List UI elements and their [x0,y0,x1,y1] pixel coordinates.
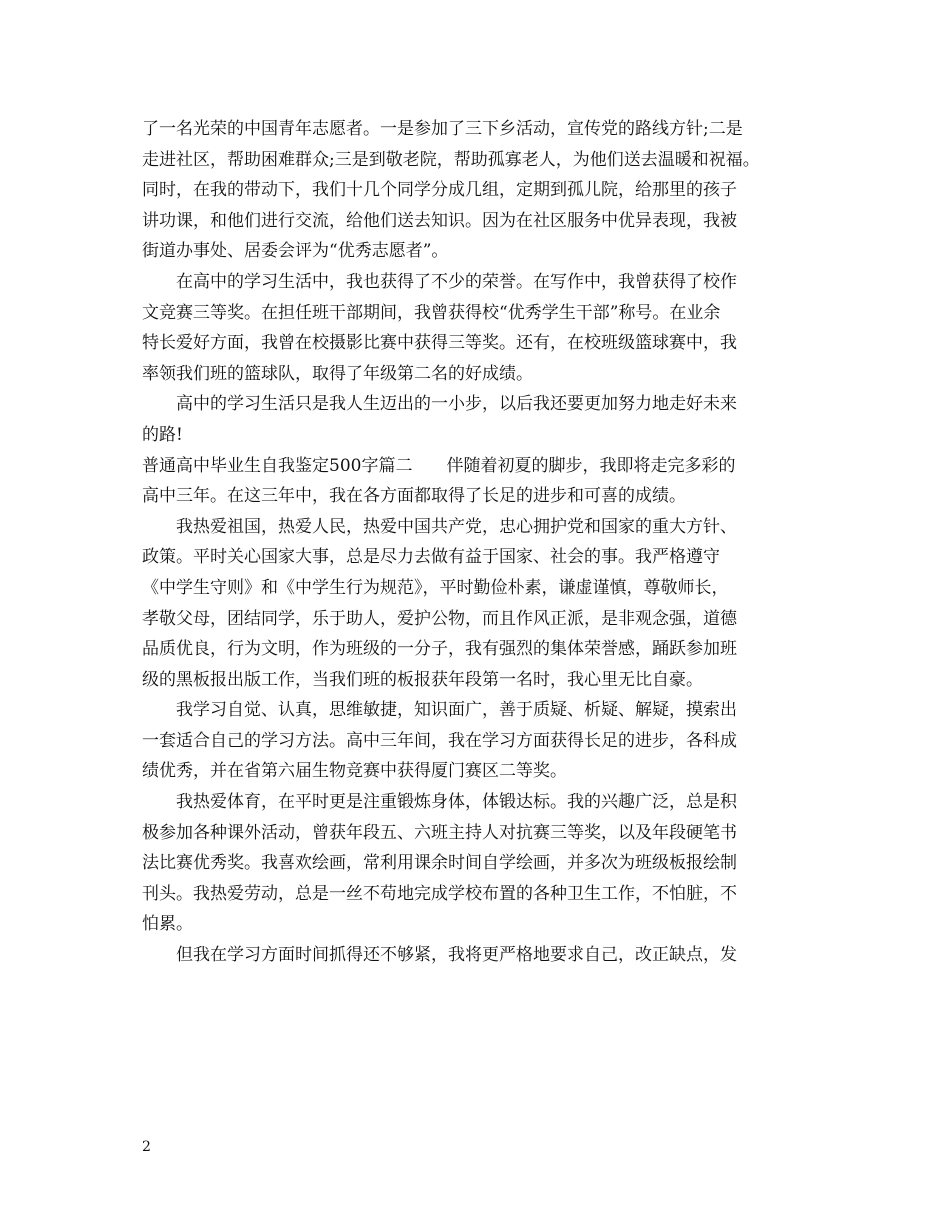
text-line: 高中三年。在这三年中，我在各方面都取得了长足的进步和可喜的成绩。 [142,486,686,507]
text-line: 率领我们班的篮球队，取得了年级第二名的好成绩。 [142,363,533,384]
paragraph-start-line: 我热爱体育，在平时更是注重锻炼身体，体锻达标。我的兴趣广泛，总是积 [176,792,737,813]
document-body [142,114,814,971]
text-line: 特长爱好方面，我曾在校摄影比赛中获得三等奖。还有，在校班级篮球赛中，我 [142,333,737,354]
text-line: 的路! [142,424,183,445]
text-line: 同时，在我的带动下，我们十几个同学分成几组，定期到孤儿院，给那里的孩子 [142,180,737,201]
text-line: 政策。平时关心国家大事，总是尽力去做有益于国家、社会的事。我严格遵守 [142,547,720,568]
text-line: 极参加各种课外活动，曾获年段五、六班主持人对抗赛三等奖，以及年段硬笔书 [142,822,737,843]
text-line: 孝敬父母，团结同学，乐于助人，爱护公物，而且作风正派，是非观念强，道德 [142,608,737,629]
text-line: 刊头。我热爱劳动，总是一丝不苟地完成学校布置的各种卫生工作，不怕脏，不 [142,883,737,904]
paragraph-start-line: 我热爱祖国，热爱人民，热爱中国共产党，忠心拥护党和国家的重大方针、 [176,516,737,537]
paragraph-start-line: 但我在学习方面时间抓得还不够紧，我将更严格地要求自己，改正缺点，发 [176,945,737,966]
text-line: 品质优良，行为文明，作为班级的一分子，我有强烈的集体荣誉感，踊跃参加班 [142,639,737,660]
page-number: 2 [142,1139,151,1155]
text-line: 文竞赛三等奖。在担任班干部期间，我曾获得校“优秀学生干部”称号。在业余 [142,302,721,323]
paragraph-start-line: 高中的学习生活只是我人生迈出的一小步，以后我还要更加努力地走好未来 [176,394,737,415]
text-line: 级的黑板报出版工作，当我们班的板报获年段第一名时，我心里无比自豪。 [142,669,703,690]
text-line: 法比赛优秀奖。我喜欢绘画，常利用课余时间自学绘画，并多次为班级板报绘制 [142,853,737,874]
text-line: 了一名光荣的中国青年志愿者。一是参加了三下乡活动，宣传党的路线方针;二是 [142,119,743,139]
paragraph-start-line: 我学习自觉、认真，思维敏捷，知识面广，善于质疑、析疑、解疑，摸索出 [176,700,737,721]
text-line: 《中学生守则》和《中学生行为规范》，平时勤俭朴素，谦虚谨慎，尊敬师长， [142,577,729,598]
text-line: 怕累。 [142,914,193,935]
section-heading-line: 普通高中毕业生自我鉴定500字篇二 伴随着初夏的脚步，我即将走完多彩的 [142,455,736,476]
text-line: 讲功课，和他们进行交流，给他们送去知识。因为在社区服务中优异表现，我被 [142,210,737,231]
text-line: 一套适合自己的学习方法。高中三年间，我在学习方面获得长足的进步，各科成 [142,730,737,751]
text-line: 走进社区，帮助困难群众;三是到敬老院，帮助孤寡老人，为他们送去温暖和祝福。 [142,149,760,170]
text-line: 绩优秀，并在省第六届生物竞赛中获得厦门赛区二等奖。 [142,761,567,782]
text-line: 街道办事处、居委会评为“优秀志愿者”。 [142,241,449,262]
paragraph-start-line: 在高中的学习生活中，我也获得了不少的荣誉。在写作中，我曾获得了校作 [176,271,737,292]
